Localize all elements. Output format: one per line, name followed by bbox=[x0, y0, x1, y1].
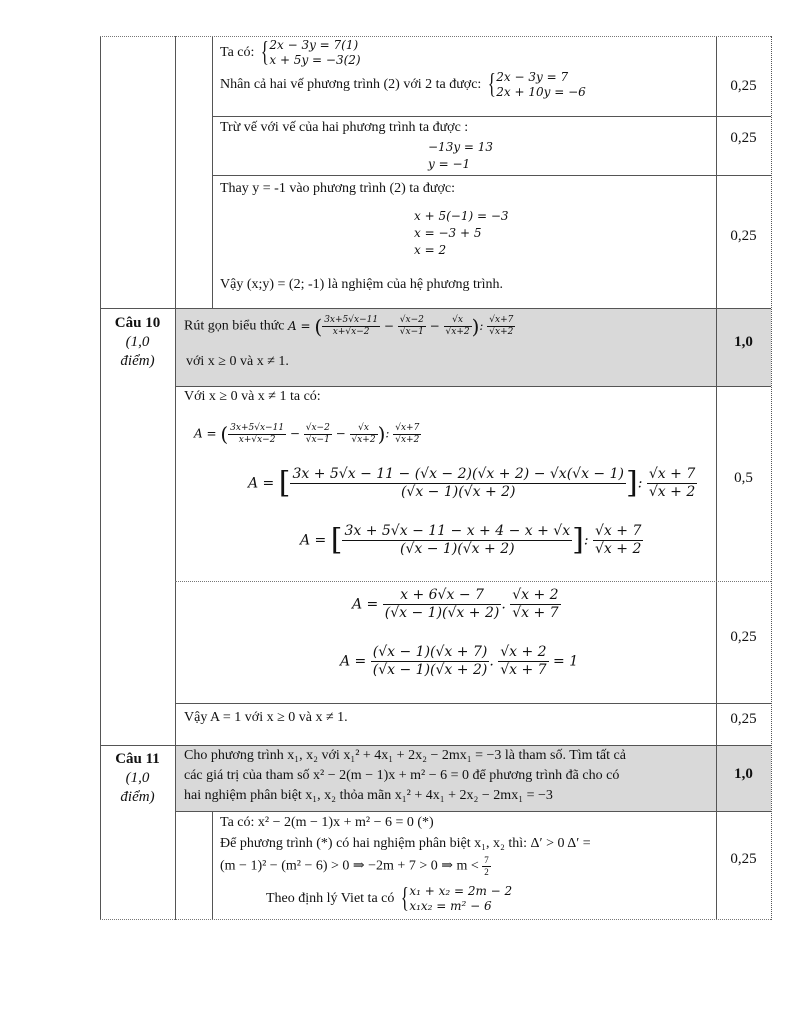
q10-sol-line3: A = [ $\frac{3x + 5√x - 11 - x + 4 - x + √x}{(√x - 1)(√x + 2)}$ ]: $\frac{√x + 7}{√x + 2}$ bbox=[300, 522, 642, 558]
q9-step1 bbox=[220, 38, 361, 68]
q11-frac-num: 7 bbox=[484, 855, 489, 865]
q10-frac-den: √x + 2 bbox=[648, 483, 696, 500]
q10-sol2-line2-num: (√x − 1)(√x + 7) bbox=[372, 644, 488, 660]
q10-question-expr: A = ( $\frac{3x+5√x-11}{x+√x-2}$ − $\frac{√x-2}{√x-1}$ − $\frac{√x}{√x+2}$ ): $\frac{√x+7}{√x+2}$ bbox=[288, 314, 514, 338]
q10-conclusion: Vậy A = 1 với x ≥ 0 và x ≠ 1. bbox=[184, 710, 348, 725]
q9-step1-text2: Nhân cả hai vế phương trình (2) với 2 ta được: bbox=[220, 77, 482, 93]
q9-eq3: 2x − 3y = 7 bbox=[496, 70, 569, 84]
q11-sol-line3 bbox=[220, 855, 491, 878]
q11-sol-line1: Ta có: x² − 2(m − 1)x + m² − 6 = 0 (*) bbox=[220, 815, 434, 830]
row-line-q9-2 bbox=[212, 175, 771, 176]
q10-points-line2: điểm) bbox=[120, 352, 155, 369]
q10-sol-line1: A = ( $\frac{3x+5√x-11}{x+√x-2}$ − $\frac{√x-2}{√x-1}$ − $\frac{√x}{√x+2}$ ): $\frac{√x+7}{√x+2}$ bbox=[194, 422, 420, 446]
q10-sol2-line1-num2: √x + 2 bbox=[512, 587, 559, 603]
q11-viet-prefix: Theo định lý Viet ta có bbox=[266, 891, 395, 907]
q10-sol-intro: Với x ≥ 0 và x ≠ 1 ta có: bbox=[184, 389, 321, 404]
q11-sol-line2: Để phương trình (*) có hai nghiệm phân biệt x₁, x₂ thì: Δ′ > 0 Δ′ = bbox=[220, 836, 591, 851]
column-divider-1 bbox=[175, 36, 176, 920]
q9-step1-prefix: Ta có: bbox=[220, 45, 255, 61]
q11-label: Câu 11 bbox=[115, 751, 160, 767]
q10-label: Câu 10 bbox=[114, 315, 161, 331]
q9-step2-line1: −13y = 13 bbox=[428, 140, 494, 154]
q10-frac-num: √x + 7 bbox=[648, 466, 696, 482]
q10-sol2-line1: A = $\frac{x + 6√x - 7}{(√x - 1)(√x + 2)}$ . $\frac{√x + 2}{√x + 7}$ bbox=[352, 587, 559, 621]
row-line-q11-top bbox=[100, 745, 771, 746]
q10-sol-line3-den: (√x − 1)(√x + 2) bbox=[400, 540, 515, 557]
q10-question-score: 1,0 bbox=[734, 334, 753, 350]
row-line-q10-2 bbox=[175, 581, 771, 582]
q9-step2-score: 0,25 bbox=[730, 130, 757, 146]
q11-question-score: 1,0 bbox=[734, 766, 753, 782]
q11-viet-eq1: x₁ + x₂ = 2m − 2 bbox=[409, 884, 513, 898]
q9-eq2: x + 5y = −3(2) bbox=[269, 53, 361, 67]
q11-viet-eq2: x₁x₂ = m² − 6 bbox=[409, 899, 492, 913]
q10-sol-line2-num: 3x + 5√x − 11 − (√x − 2)(√x + 2) − √x(√x − 1) bbox=[292, 466, 624, 482]
row-line-q11-1 bbox=[175, 811, 771, 812]
q11-sol-line3-text: (m − 1)² − (m² − 6) > 0 ⇒ −2m + 7 > 0 ⇒ m < bbox=[220, 858, 479, 874]
table-border-top bbox=[100, 36, 771, 37]
q9-eq1: 2x − 3y = 7(1) bbox=[269, 38, 359, 52]
q9-step3-line2: x = −3 + 5 bbox=[414, 226, 482, 240]
column-divider-2b bbox=[212, 811, 213, 920]
q9-step2-text: Trừ vế với vế của hai phương trình ta được : bbox=[220, 120, 469, 135]
q10-frac-den-2: √x + 2 bbox=[595, 540, 642, 557]
q9-step1b bbox=[220, 70, 586, 100]
q11-question-line1: Cho phương trình x₁, x₂ với x₁² + 4x₁ + 2x₂ − 2mx₁ = −3 là tham số. Tìm tất cả bbox=[184, 748, 626, 763]
q10-sol2-line1-num: x + 6√x − 7 bbox=[383, 587, 502, 605]
q11-sol-score: 0,25 bbox=[730, 851, 757, 867]
row-line-q9-1 bbox=[212, 116, 771, 117]
q9-step2-line2: y = −1 bbox=[428, 157, 471, 171]
q11-question-line2: các giá trị của tham số x² − 2(m − 1)x + m² − 6 = 0 để phương trình đã cho có bbox=[184, 768, 620, 783]
q10-question-condition: với x ≥ 0 và x ≠ 1. bbox=[186, 354, 289, 369]
table-border-bottom bbox=[100, 919, 771, 920]
row-line-q10-3 bbox=[175, 703, 771, 704]
q10-sol2-line2: A = $\frac{(√x - 1)(√x + 7)}{(√x - 1)(√x + 2)}$ . $\frac{√x + 2}{√x + 7}$ = 1 bbox=[340, 644, 579, 678]
column-divider-2a bbox=[212, 36, 213, 308]
q9-step3-text: Thay y = -1 vào phương trình (2) ta được: bbox=[220, 181, 455, 196]
q9-step3-line3: x = 2 bbox=[414, 243, 447, 257]
q9-eq4: 2x + 10y = −6 bbox=[496, 85, 586, 99]
row-line-q10-top bbox=[100, 308, 771, 309]
q11-frac-den: 2 bbox=[484, 866, 489, 877]
q10-sol2-line1-den2: √x + 7 bbox=[512, 604, 559, 621]
q10-sol-line3-num: 3x + 5√x − 11 − x + 4 − x + √x bbox=[344, 523, 571, 539]
q10-points-line1: (1,0 bbox=[125, 333, 150, 350]
q10-header bbox=[100, 314, 175, 370]
q9-step3-score: 0,25 bbox=[730, 228, 757, 244]
system-brace: { bbox=[487, 69, 496, 100]
q11-header bbox=[100, 750, 175, 806]
q10-frac-num-2: √x + 7 bbox=[595, 523, 642, 539]
q10-sol2-result: = 1 bbox=[553, 653, 579, 670]
q11-sol-line4 bbox=[266, 884, 512, 914]
q10-sol2-score: 0,25 bbox=[730, 629, 757, 645]
q10-sol-line2-den: (√x − 1)(√x + 2) bbox=[400, 483, 516, 500]
table-border-right bbox=[771, 36, 772, 920]
row-line-q10-1 bbox=[175, 386, 771, 387]
q9-step1-score: 0,25 bbox=[730, 78, 757, 94]
q10-question bbox=[184, 314, 515, 338]
q10-sol2-line2-den2: √x + 7 bbox=[500, 661, 547, 678]
q11-points-line1: (1,0 bbox=[125, 769, 150, 786]
q10-sol-line2: A = [ $\frac{3x + 5√x - 11 - (√x - 2)(√x + 2) - √x(√x - 1)}{(√x - 1)(√x + 2)}$ ]: $\frac{√x + 7}{√x + 2}$ bbox=[248, 465, 696, 501]
q10-question-prefix: Rút gọn biểu thức bbox=[184, 318, 285, 334]
q11-question-line3: hai nghiệm phân biệt x₁, x₂ thỏa mãn x₁² + 4x₁ + 2x₂ − 2mx₁ = −3 bbox=[184, 788, 553, 803]
q10-sol2-line1-den: (√x − 1)(√x + 2) bbox=[384, 604, 500, 621]
q10-conclusion-score: 0,25 bbox=[730, 711, 757, 727]
system-brace: { bbox=[400, 883, 409, 914]
q10-sol2-line2-num2: √x + 2 bbox=[500, 644, 547, 660]
q9-step3-line1: x + 5(−1) = −3 bbox=[414, 209, 509, 223]
q10-sol2-line2-den: (√x − 1)(√x + 2) bbox=[372, 661, 488, 678]
q9-conclusion: Vậy (x;y) = (2; -1) là nghiệm của hệ phương trình. bbox=[220, 277, 503, 292]
q10-sol-score: 0,5 bbox=[734, 470, 753, 486]
q11-points-line2: điểm) bbox=[120, 788, 155, 805]
system-brace: { bbox=[260, 37, 269, 68]
answer-table bbox=[100, 36, 771, 920]
